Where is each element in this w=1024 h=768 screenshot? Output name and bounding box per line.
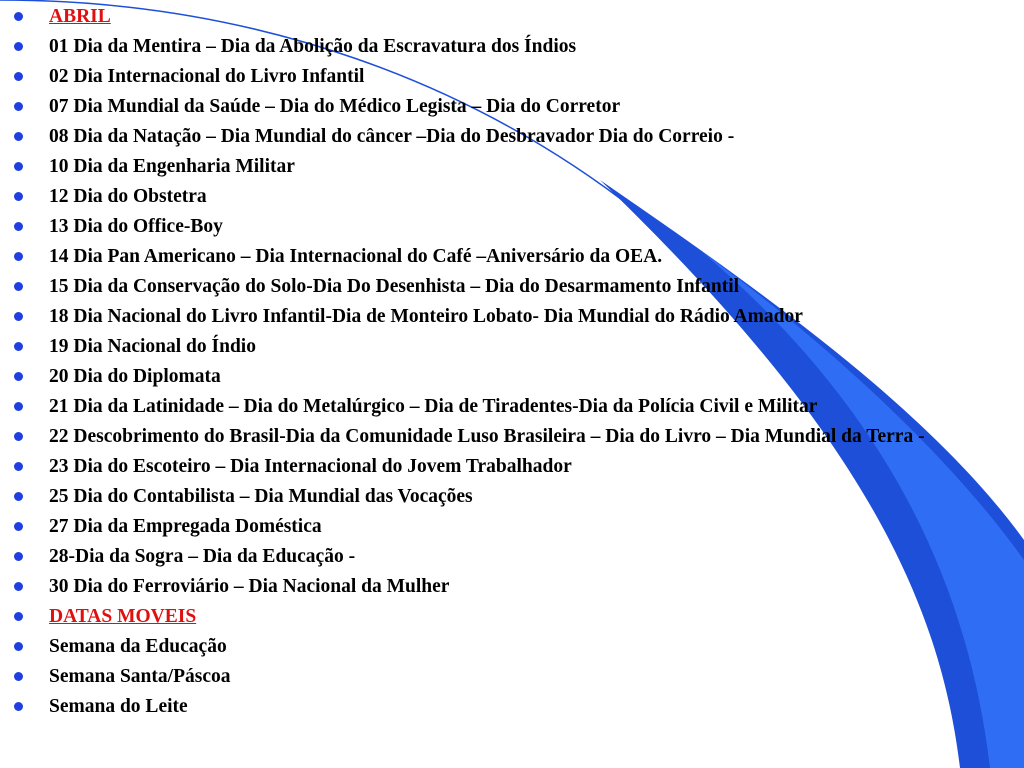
section-heading-text[interactable]: DATAS MOVEIS [49, 606, 197, 627]
section-heading-text[interactable]: ABRIL [49, 6, 111, 27]
list-item [0, 575, 1024, 599]
list-item [0, 65, 1024, 89]
list-heading [0, 5, 1024, 29]
bullet-icon [14, 282, 23, 291]
bullet-icon [14, 552, 23, 561]
list-item-text: 30 Dia do Ferroviário – Dia Nacional da Mulher [49, 576, 450, 597]
list-item-text: 02 Dia Internacional do Livro Infantil [49, 66, 365, 87]
list-item-text: 10 Dia da Engenharia Militar [49, 156, 295, 177]
list-item [0, 305, 1024, 329]
bullet-icon [14, 702, 23, 711]
bullet-icon [14, 12, 23, 21]
list-item [0, 485, 1024, 509]
list-item [0, 275, 1024, 299]
list-item-text: Semana Santa/Páscoa [49, 666, 231, 687]
bullet-icon [14, 492, 23, 501]
list-item [0, 515, 1024, 539]
bullet-icon [14, 102, 23, 111]
list-item-text: 22 Descobrimento do Brasil-Dia da Comunidade Luso Brasileira – Dia do Livro – Dia Mundial da Terra - [49, 426, 925, 447]
list-item-text: 23 Dia do Escoteiro – Dia Internacional do Jovem Trabalhador [49, 456, 572, 477]
list-item-text: 25 Dia do Contabilista – Dia Mundial das Vocações [49, 486, 473, 507]
list-item [0, 335, 1024, 359]
list-item-text: 15 Dia da Conservação do Solo-Dia Do Desenhista – Dia do Desarmamento Infantil [49, 276, 740, 297]
list-item [0, 635, 1024, 659]
list-item [0, 455, 1024, 479]
list-item [0, 185, 1024, 209]
bullet-icon [14, 462, 23, 471]
list-item [0, 545, 1024, 569]
list-item [0, 395, 1024, 419]
list-item [0, 125, 1024, 149]
bullet-icon [14, 222, 23, 231]
bullet-icon [14, 72, 23, 81]
bullet-icon [14, 132, 23, 141]
bullet-icon [14, 372, 23, 381]
list-item-text: 01 Dia da Mentira – Dia da Abolição da Escravatura dos Índios [49, 36, 577, 57]
bullet-icon [14, 342, 23, 351]
list-item-text: 07 Dia Mundial da Saúde – Dia do Médico Legista – Dia do Corretor [49, 96, 621, 117]
list-item [0, 245, 1024, 269]
list-item-text: 21 Dia da Latinidade – Dia do Metalúrgico – Dia de Tiradentes-Dia da Polícia Civil e Militar [49, 396, 818, 417]
bullet-icon [14, 402, 23, 411]
list-item-text: 08 Dia da Natação – Dia Mundial do câncer –Dia do Desbravador Dia do Correio - [49, 126, 735, 147]
bullet-icon [14, 312, 23, 321]
list-item-text: 20 Dia do Diplomata [49, 366, 221, 387]
date-list [0, 5, 1024, 725]
bullet-icon [14, 252, 23, 261]
list-item [0, 215, 1024, 239]
list-item-text: 28-Dia da Sogra – Dia da Educação - [49, 546, 356, 567]
list-item-text: 19 Dia Nacional do Índio [49, 336, 256, 357]
list-item-text: 12 Dia do Obstetra [49, 186, 207, 207]
list-item [0, 425, 1024, 449]
bullet-icon [14, 42, 23, 51]
list-item [0, 365, 1024, 389]
list-item-text: 27 Dia da Empregada Doméstica [49, 516, 322, 537]
bullet-icon [14, 612, 23, 621]
list-item-text: 18 Dia Nacional do Livro Infantil-Dia de Monteiro Lobato- Dia Mundial do Rádio Amador [49, 306, 803, 327]
list-item [0, 665, 1024, 689]
bullet-icon [14, 432, 23, 441]
list-item [0, 35, 1024, 59]
list-item [0, 155, 1024, 179]
bullet-icon [14, 192, 23, 201]
bullet-icon [14, 582, 23, 591]
list-item-text: Semana do Leite [49, 696, 188, 717]
list-item [0, 95, 1024, 119]
list-item-text: 14 Dia Pan Americano – Dia Internacional do Café –Aniversário da OEA. [49, 246, 663, 267]
bullet-icon [14, 642, 23, 651]
list-item-text: Semana da Educação [49, 636, 227, 657]
list-item [0, 695, 1024, 719]
list-heading [0, 605, 1024, 629]
bullet-icon [14, 522, 23, 531]
bullet-icon [14, 162, 23, 171]
list-item-text: 13 Dia do Office-Boy [49, 216, 223, 237]
bullet-icon [14, 672, 23, 681]
